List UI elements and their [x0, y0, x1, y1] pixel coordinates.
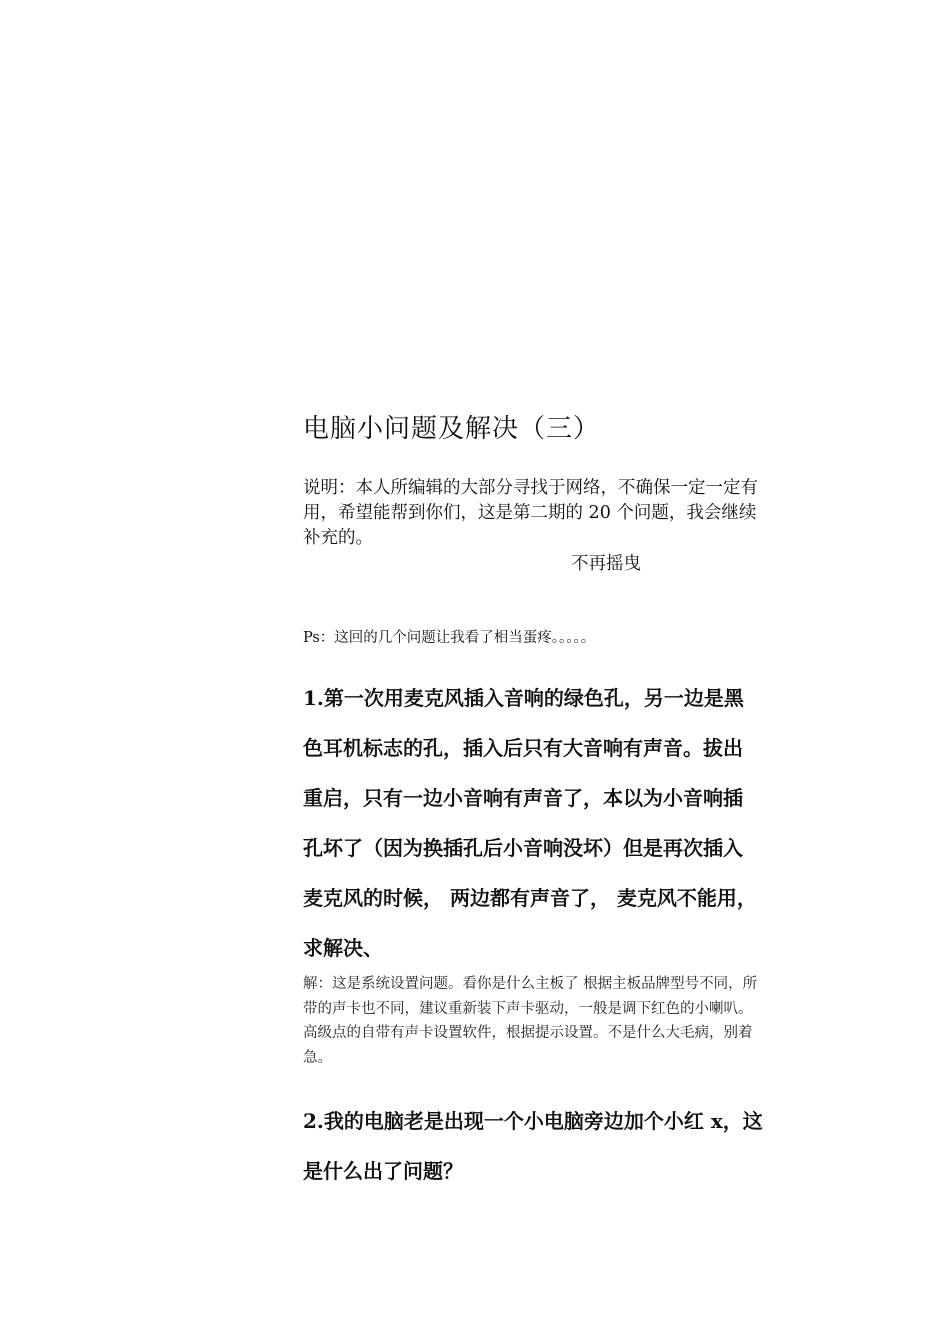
- intro-paragraph: [303, 476, 803, 551]
- author-signature: 不再摇曳: [571, 554, 641, 574]
- question-2: [303, 1096, 815, 1196]
- intro-line: 补充的。: [303, 528, 373, 548]
- answer-line: 带的声卡也不同，建议重新装下声卡驱动，一般是调下红色的小喇叭。: [303, 1000, 753, 1017]
- intro-line: 说明：本人所编辑的大部分寻找于网络，不确保一定一定有: [303, 478, 758, 498]
- question-line: 重启，只有一边小音响有声音了，本以为小音响插: [303, 786, 743, 810]
- question-line: 是什么出了问题？: [303, 1159, 463, 1183]
- answer-line: 解：这是系统设置问题。看你是什么主板了 根据主板品牌型号不同，所: [303, 976, 758, 992]
- question-line: 麦克风的时候， 两边都有声音了， 麦克风不能用，: [303, 886, 757, 910]
- answer-line: 高级点的自带有声卡设置软件，根据提示设置。不是什么大毛病，别着: [303, 1025, 753, 1041]
- question-line: 1.第一次用麦克风插入音响的绿色孔，另一边是黑: [303, 686, 744, 710]
- question-line: 孔坏了（因为换插孔后小音响没坏）但是再次插入: [303, 836, 743, 860]
- question-line: 色耳机标志的孔，插入后只有大音响有声音。拔出: [303, 736, 743, 760]
- question-line: 2.我的电脑老是出现一个小电脑旁边加个小红 x，这: [303, 1109, 763, 1133]
- document-title: 电脑小问题及解决（三）: [303, 414, 601, 444]
- ps-note: Ps：这回的几个问题让我看了相当蛋疼。。。。。: [303, 630, 596, 646]
- answer-line: 急。: [303, 1049, 332, 1066]
- question-line: 求解决、: [303, 936, 383, 960]
- intro-line: 用，希望能帮到你们，这是第二期的 20 个问题，我会继续: [303, 503, 757, 523]
- answer-1: [303, 972, 808, 1070]
- question-1: [303, 673, 815, 973]
